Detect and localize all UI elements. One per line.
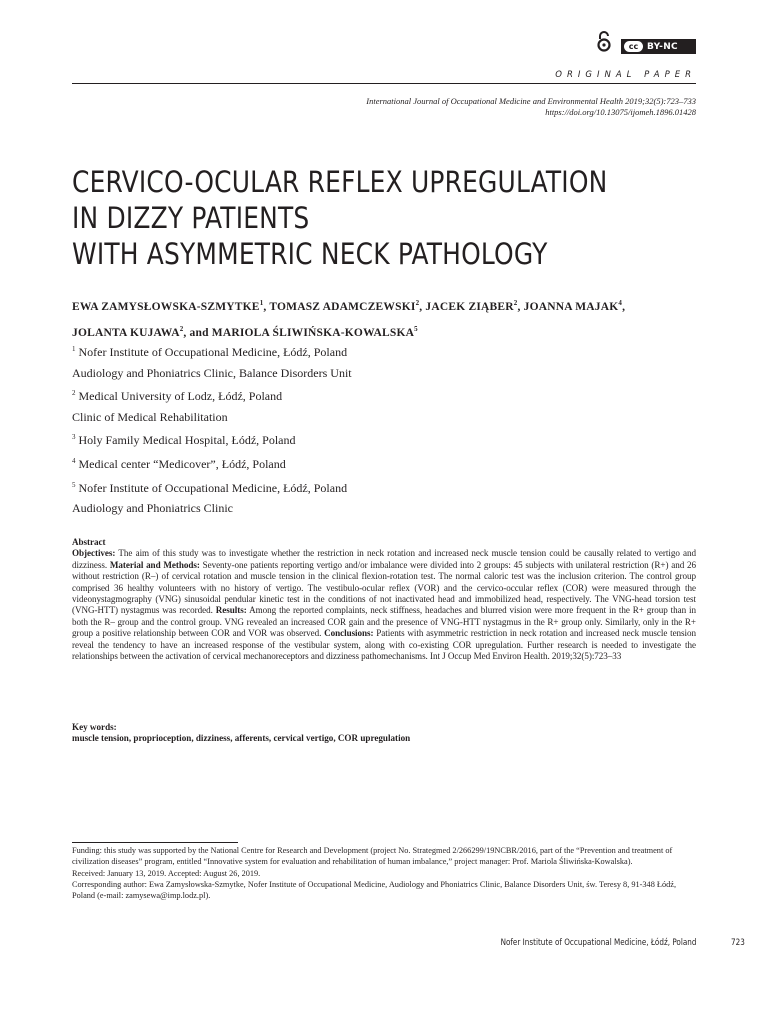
keywords-heading: Key words: (72, 722, 117, 732)
affiliation-text: Medical University of Lodz, Łódź, Poland (78, 389, 283, 404)
affiliation-marker: 3 (72, 433, 76, 442)
affiliation-marker: 4 (72, 456, 76, 465)
affiliation-text: Holy Family Medical Hospital, Łódź, Poland (78, 433, 296, 448)
article-title (72, 164, 608, 272)
affiliation-text: Nofer Institute of Occupational Medicine, Łódź, Poland (78, 345, 348, 359)
keywords-list: muscle tension, proprioception, dizziness, afferents, cervical vertigo, COR upregulation (72, 733, 411, 744)
conclusions-text: Patients with asymmetric restriction in neck rotation and increased neck muscle tension reveal the tendency to have an increased response of the vestibular system, along with co-existing COR upregulation. Further research is needed to investigate the relationships between the activation of cervical mechanoreceptors and dizziness pathomechanisms. Int J Occup Med Environ Health. 2019;32(5):723–33 (72, 628, 697, 662)
title-line: WITH ASYMMETRIC NECK PATHOLOGY (72, 237, 548, 271)
author-affiliation-marker: 2 (415, 299, 420, 307)
author-affiliation-marker: 2 (179, 324, 184, 333)
keywords (72, 722, 696, 745)
author-separator: , (622, 300, 626, 313)
affiliation-line (72, 451, 692, 475)
affiliation-line (72, 407, 692, 428)
author-name: JACEK ZIĄBER (425, 300, 514, 313)
title-line: CERVICO-OCULAR REFLEX UPREGULATION (72, 165, 608, 199)
affiliation-line (72, 427, 692, 451)
author-affiliation-marker: 1 (259, 299, 264, 307)
conclusions-label: Conclusions: (324, 628, 374, 639)
methods-label: Material and Methods: (109, 559, 200, 570)
header-divider (72, 83, 696, 84)
objectives-text: The aim of this study was to investigate whether the restriction in neck rotation and increased neck muscle tension could be causally related to vertigo and dizziness. (72, 548, 696, 570)
license-label: BY-NC (647, 41, 678, 52)
results-label: Results: (215, 605, 247, 616)
author-affiliation-marker: 4 (618, 299, 623, 307)
author-list (72, 292, 712, 344)
results-text: Among the reported complaints, neck stiffness, headaches and blurred vision were more frequent in the R+ group than in both the R– group and the control group. VNG revealed an increased COR gain and the presence of VNG-HTT nystagmus in the R+ group only. Similarly, only in the R+ group a positive relationship between COR and VOR was observed. (72, 605, 696, 639)
abstract-heading: Abstract (72, 537, 106, 547)
affiliation-text: Clinic of Medical Rehabilitation (72, 409, 228, 424)
affiliation-line (72, 363, 692, 384)
author-separator: , (419, 300, 426, 313)
author-separator: , and (183, 326, 212, 339)
affiliation-text: Audiology and Phoniatrics Clinic, Balance Disorders Unit (72, 365, 352, 380)
footnotes (72, 845, 696, 901)
affiliation-list (72, 339, 692, 519)
cc-icon: cc (624, 41, 643, 52)
page-number: 723 (731, 938, 745, 948)
affiliation-line (72, 339, 692, 363)
received-note: Received: January 13, 2019. Accepted: August 26, 2019. (72, 868, 261, 878)
cc-license-badge[interactable] (621, 39, 696, 54)
affiliation-marker: 5 (72, 480, 76, 489)
footnote-divider (72, 842, 238, 843)
author-separator: , (517, 300, 524, 313)
funding-note: Funding: this study was supported by the National Centre for Research and Development (project No. Strategmed 2/266299/19NCBR/2016, part of the “Prevention and treatment of civilization diseases” program, entitled “Innovative system for evaluation and rehabilitation of human imbalance,” project manager: Prof. Mariola Śliwińska-Kowalska). (72, 846, 673, 867)
affiliation-text: Medical center “Medicover”, Łódź, Poland (78, 456, 286, 471)
author-separator: , (263, 300, 270, 313)
author-name: EWA ZAMYSŁOWSKA-SZMYTKE (72, 300, 260, 313)
affiliation-line (72, 383, 692, 407)
doi-link[interactable]: https://doi.org/10.13075/ijomeh.1896.01428 (545, 107, 696, 117)
author-name: JOLANTA KUJAWA (72, 326, 180, 339)
footer-institute: Nofer Institute of Occupational Medicine, Łódź, Poland (500, 938, 696, 948)
journal-citation: International Journal of Occupational Medicine and Environmental Health 2019;32(5):723–733 (366, 96, 696, 106)
abstract (72, 537, 696, 662)
title-line: IN DIZZY PATIENTS (72, 201, 310, 235)
author-affiliation-marker: 5 (414, 324, 418, 333)
objectives-label: Objectives: (72, 548, 116, 559)
corresponding-author-note: Corresponding author: Ewa Zamysłowska-Szmytke, Nofer Institute of Occupational Medicine, Audiology and Phoniatrics Clinic, Balance Disorders Unit, św. Teresy 8, 91-348 Łódź, Poland (e-mail: zamysewa@imp.lodz.pl). (72, 879, 677, 901)
author-name: TOMASZ ADAMCZEWSKI (269, 300, 416, 313)
affiliation-line (72, 475, 692, 499)
affiliation-text: Audiology and Phoniatrics Clinic (72, 501, 233, 516)
affiliation-marker: 2 (72, 389, 76, 398)
author-name: JOANNA MAJAK (523, 300, 619, 313)
affiliation-marker: 1 (72, 345, 76, 353)
open-access-icon (594, 30, 614, 52)
author-name: MARIOLA ŚLIWIŃSKA-KOWALSKA (211, 326, 415, 339)
affiliation-line (72, 498, 692, 519)
article-type: ORIGINAL PAPER (555, 70, 696, 80)
methods-text: Seventy-one patients reporting vertigo and/or imbalance were divided into 2 groups: 45 subjects with unilateral restriction (R+) and 26 without restriction (R–) of cervical rotation and muscle tension in the clinical flexion-rotation test. The normal caloric test was the inclusion criterion. The control group comprised 36 healthy volunteers with no history of vertigo. The vestibulo-ocular reflex (VOR) and the cervico-occular reflex (COR) were measured through the videonystagmography (VNG) sinusoidal pendular kinetic test in the conditions of not inactivated head and immobilized head, respectively. The VNG-head torsion test (VNG-HTT) nystagmus was recorded. (72, 559, 696, 616)
author-affiliation-marker: 2 (513, 299, 518, 307)
affiliation-text: Nofer Institute of Occupational Medicine, Łódź, Poland (78, 480, 348, 495)
